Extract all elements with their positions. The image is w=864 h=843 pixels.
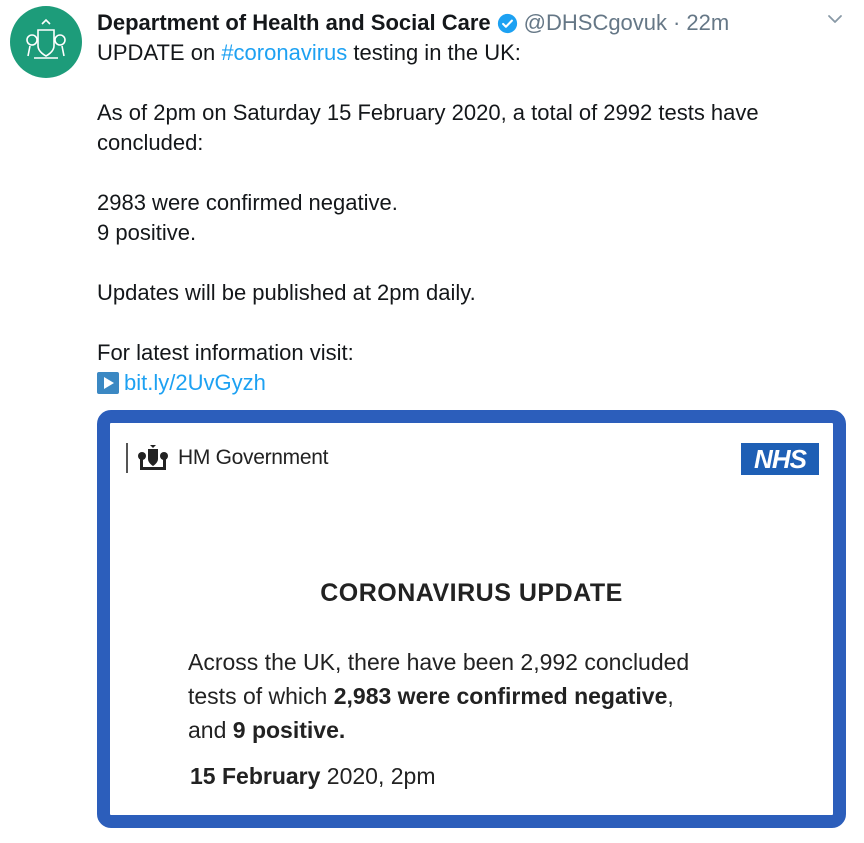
tweet-para1: As of 2pm on Saturday 15 February 2020, a total of 2992 tests have concluded: (97, 100, 759, 155)
play-arrow-icon (97, 372, 119, 394)
card-text-line2 (188, 679, 689, 713)
card-body-text (188, 645, 689, 747)
tweet-header (97, 6, 844, 40)
card-text: , (667, 683, 674, 709)
card-date-rest: 2020, 2pm (320, 763, 436, 789)
author-handle[interactable]: @DHSCgovuk (523, 10, 668, 35)
timestamp[interactable]: 22m (686, 10, 730, 35)
short-link-text: bit.ly/2UvGyzh (124, 370, 266, 395)
tweet-text: UPDATE on (97, 40, 222, 65)
short-link[interactable] (97, 368, 266, 398)
card-text: tests of which (188, 683, 334, 709)
tweet-para4: For latest information visit: (97, 340, 354, 365)
royal-crest-icon (20, 16, 72, 68)
tweet-para3: Updates will be published at 2pm daily. (97, 280, 476, 305)
tweet-negative-line: 2983 were confirmed negative. (97, 190, 398, 215)
tweet-line1 (97, 38, 834, 68)
hm-government-label: HM Government (178, 446, 329, 469)
nhs-logo: NHS (741, 443, 819, 475)
card-title: CORONAVIRUS UPDATE (320, 579, 623, 607)
tweet-body (97, 38, 834, 402)
card-negative-count: 2,983 were confirmed negative (333, 683, 668, 709)
tweet-text: testing in the UK: (347, 40, 521, 65)
logo-divider (126, 443, 128, 473)
author-name[interactable]: Department of Health and Social Care (97, 10, 491, 35)
hm-government-logo (126, 443, 328, 473)
card-date (190, 763, 436, 790)
royal-crest-icon (136, 443, 170, 473)
hashtag-link[interactable]: #coronavirus (221, 40, 348, 65)
chevron-down-icon[interactable] (826, 10, 844, 28)
tweet-positive-line: 9 positive. (97, 220, 197, 245)
card-text-line3 (188, 713, 689, 747)
avatar[interactable] (10, 6, 82, 78)
card-text: and (188, 717, 233, 743)
attached-image-card[interactable] (97, 410, 846, 828)
separator: · (673, 10, 681, 35)
card-date-bold: 15 February (190, 763, 321, 789)
tweet-link-row (97, 368, 834, 402)
card-text-line1: Across the UK, there have been 2,992 concluded (188, 649, 690, 675)
card-positive-count: 9 positive. (232, 717, 346, 743)
verified-badge-icon (497, 13, 518, 34)
